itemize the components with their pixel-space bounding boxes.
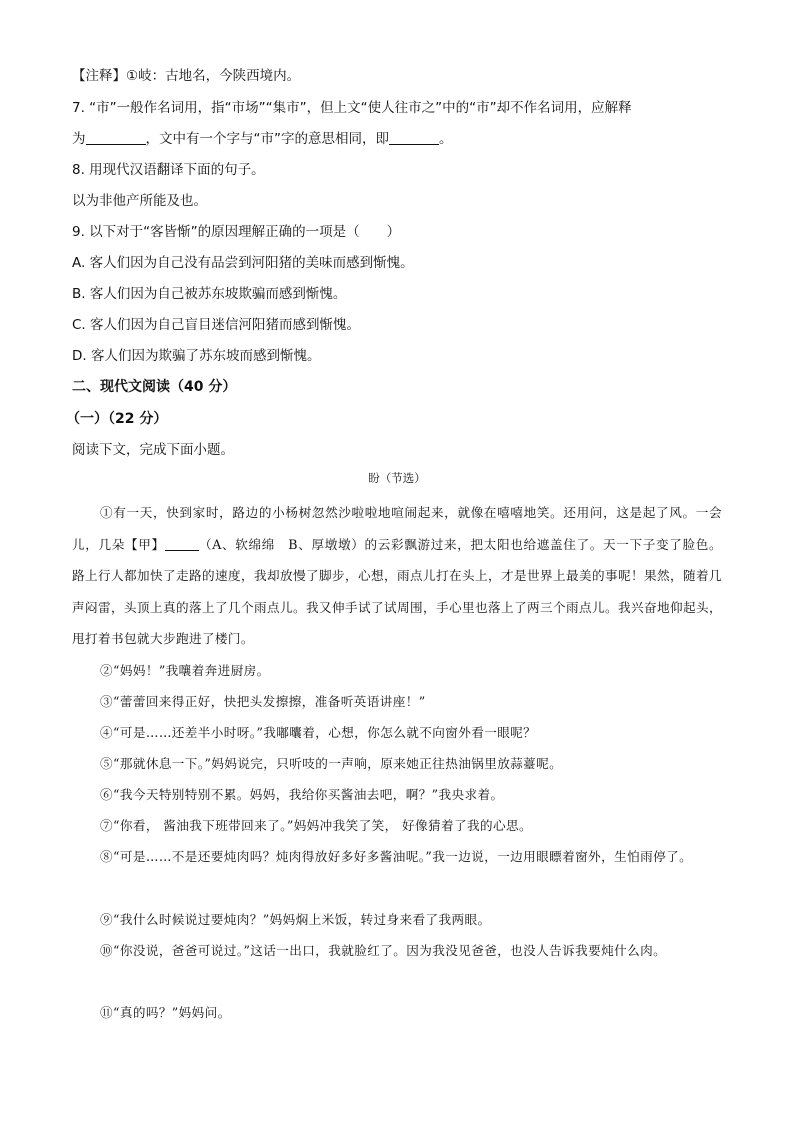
q7-text-b: ，文中有一个字与“市”字的意思相同，即 <box>145 131 389 147</box>
passage-paragraph-6: ⑥“我今天特别特别不累。妈妈，我给你买酱油去吧，啊？”我央求着。 <box>100 787 504 802</box>
passage-paragraph-9: ⑨“我什么时候说过要炖肉？”妈妈焖上米饭，转过身来看了我两眼。 <box>100 912 491 927</box>
question-9-option-d: D. 客人们因为欺骗了苏东坡而感到惭愧。 <box>72 348 321 364</box>
question-7-line2 <box>72 129 722 149</box>
passage-paragraph-4: ④“可是……还差半小时呀。”我嘟囔着，心想，你怎么就不向窗外看一眼呢？ <box>100 725 537 740</box>
note-label: 【注释】 <box>72 68 126 84</box>
question-9-prompt: 9. 以下对于“客皆惭”的原因理解正确的一项是（ ） <box>72 224 401 240</box>
reading-instruction: 阅读下文，完成下面小题。 <box>72 442 234 458</box>
annotation-note <box>72 66 722 86</box>
q7-answer-blank-2[interactable] <box>389 130 439 145</box>
section-2-part-1: （一）（22 分） <box>66 411 168 427</box>
p1-text-a: ①有一天，快到家时，路边的小杨树忽然沙啦啦地喧闹起来，就像在嘻嘻地笑。还用问，这是起了风。一会儿，几朵【甲】 <box>72 505 722 552</box>
passage-paragraph-7: ⑦“你看， 酱油我下班带回来了。”妈妈冲我笑了笑， 好像猜着了我的心思。 <box>100 818 532 833</box>
passage-paragraph-2: ②“妈妈！”我嚷着奔进厨房。 <box>100 663 270 678</box>
q7-text-c: 。 <box>439 131 453 147</box>
question-9-option-b: B. 客人们因为自己被苏东坡欺骗而感到惭愧。 <box>72 286 347 302</box>
q7-answer-blank-1[interactable] <box>86 130 146 145</box>
note-text: ①岐：古地名，今陕西境内。 <box>126 68 301 84</box>
q7-text-a: 为 <box>72 131 86 147</box>
p1-answer-blank[interactable] <box>165 536 199 551</box>
question-9-option-a: A. 客人们因为自己没有品尝到河阳猪的美味而感到惭愧。 <box>72 255 414 271</box>
passage-paragraph-1 <box>72 497 722 655</box>
passage-paragraph-10: ⑩“你没说，爸爸可说过。”这话一出口，我就脸红了。因为我没见爸爸，也没人告诉我要炖什么肉。 <box>100 943 667 958</box>
passage-paragraph-11: ⑪“真的吗？”妈妈问。 <box>100 1005 231 1020</box>
p1-text-b: （A、软绵绵 B、厚墩墩）的云彩飘游过来，把太阳也给遮盖住了。天一下子变了脸色。路上行人都加快了走路的速度，我却放慢了脚步，心想，雨点儿打在头上，才是世界上最美的事呢！果然，随着几声闷雷，头顶上真的落上了几个雨点儿。我又伸手试了试周围，手心里也落上了两三个雨点儿。我兴奋地仰起头，甩打着书包就大步跑进了楼门。 <box>72 536 722 646</box>
passage-title: 盼（节选） <box>368 471 426 485</box>
question-8-prompt: 8. 用现代汉语翻译下面的句子。 <box>72 162 265 178</box>
passage-paragraph-3: ③“蕾蕾回来得正好，快把头发擦擦，准备听英语讲座！” <box>100 694 426 709</box>
passage-paragraph-8: ⑧“可是……不是还要炖肉吗？炖肉得放好多好多酱油呢。”我一边说，一边用眼瞟着窗外，生怕雨停了。 <box>100 849 693 864</box>
passage-paragraph-5: ⑤“那就休息一下。”妈妈说完，只听吱的一声响，原来她正往热油锅里放蒜薹呢。 <box>100 756 563 771</box>
section-2-title: 二、现代文阅读（40 分） <box>72 379 237 395</box>
question-9-option-c: C. 客人们因为自己盲目迷信河阳猪而感到惭愧。 <box>72 317 361 333</box>
question-8-sentence: 以为非他产所能及也。 <box>72 193 207 209</box>
question-7-line1: 7. “市”一般作名词用，指“市场”“集市”，但上文“使人往市之”中的“市”却不作名词用，应解释 <box>72 100 632 116</box>
